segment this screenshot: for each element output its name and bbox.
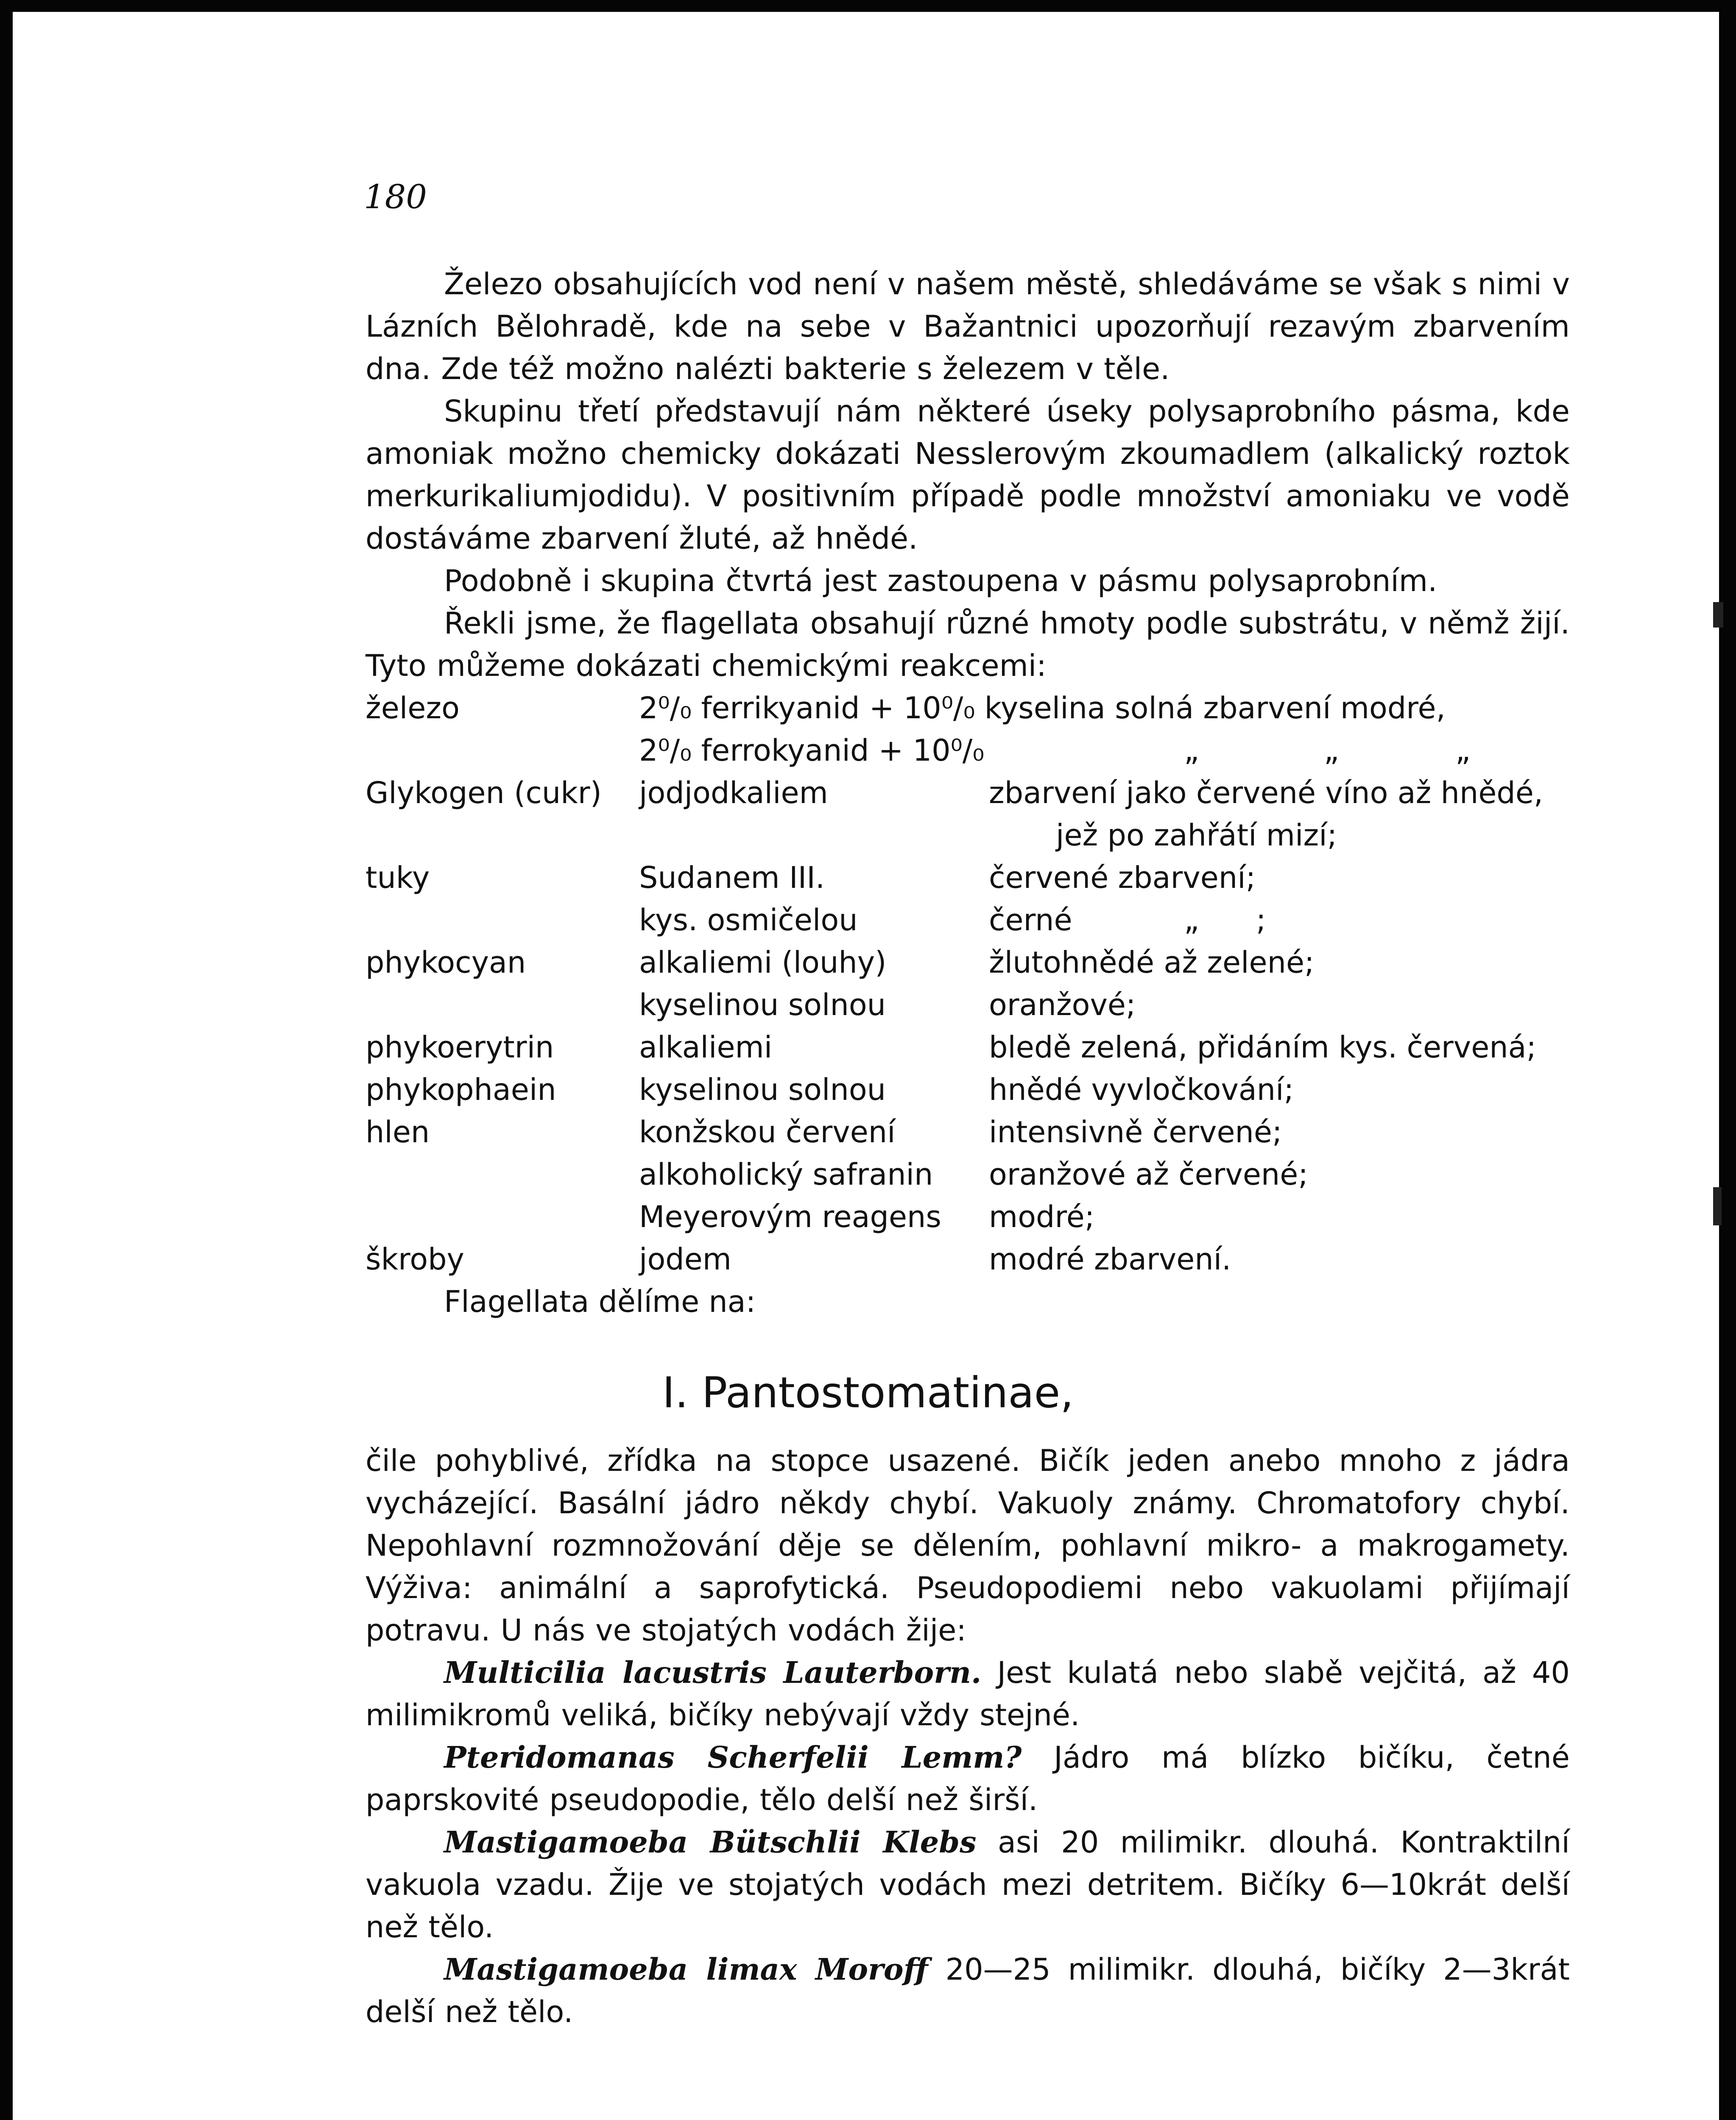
reaction-row-phykocyan [366, 941, 1570, 984]
reaction-row-zelezo-2 [366, 729, 1570, 772]
reaction-row-tuky-2 [366, 899, 1570, 941]
binding-mark [1713, 602, 1723, 628]
reaction-row-glykogen [366, 772, 1570, 814]
reagent-label: 2⁰/₀ ferrokyanid + 10⁰/₀ [639, 733, 985, 768]
species-entry [366, 1736, 1570, 1821]
binding-mark [1713, 1187, 1722, 1225]
reagent-label: jodjodkaliem [639, 775, 828, 810]
substance-label: phykocyan [366, 945, 526, 980]
ditto-mark: „ [1455, 733, 1471, 768]
species-entry [366, 1821, 1570, 1948]
reagent-label: Sudanem III. [639, 860, 825, 895]
reaction-row-glykogen-cont [366, 814, 1570, 856]
paragraph-chemical-reactions: Řekli jsme, že flagellata obsahují různé hmoty podle substrátu, v němž žijí. Tyto můžeme dokázati chemickými reakcemi: [366, 606, 1570, 683]
reagent-label: alkaliemi (louhy) [639, 945, 887, 980]
page-number: 180 [364, 178, 427, 216]
paragraph-group-four: Podobně i skupina čtvrtá jest zastoupena v pásmu polysaprobním. [444, 563, 1437, 598]
result-text: oranžové až červené; [989, 1157, 1308, 1192]
result-text: modré; [989, 1199, 1095, 1234]
ditto-mark: „ [1184, 903, 1200, 937]
reagent-label: jodem [639, 1242, 731, 1277]
division-intro: Flagellata dělíme na: [444, 1284, 756, 1319]
ditto-mark: „ [1324, 733, 1340, 768]
reagent-label: Meyerovým reagens [639, 1199, 941, 1234]
result-text: žlutohnědé až zelené; [989, 945, 1315, 980]
result-text: hnědé vyvločkování; [989, 1072, 1294, 1107]
reaction-row-skroby [366, 1238, 1570, 1280]
substance-label: tuky [366, 860, 430, 895]
result-text: modré zbarvení. [989, 1242, 1231, 1277]
result-text: intensivně červené; [989, 1115, 1282, 1149]
result-text: jež po zahřátí mizí; [1056, 818, 1337, 853]
species-text: Jest kulatá nebo slabě vejčitá, až 40 milimikromů veliká, bičíky nebývají vždy stejné. [366, 1655, 1570, 1732]
species-text: Jádro má blízko bičíku, četné paprskovité pseudopodie, tělo delší než širší. [366, 1740, 1570, 1817]
reagent-label: kyselinou solnou [639, 987, 886, 1022]
substance-label: Glykogen (cukr) [366, 775, 602, 810]
species-name: Pteridomanas Scherfelii Lemm? [444, 1740, 1022, 1775]
substance-label: železo [366, 691, 460, 725]
reaction-row-phykocyan-2 [366, 984, 1570, 1026]
reaction-row-tuky [366, 856, 1570, 899]
reagent-label: kyselinou solnou [639, 1072, 886, 1107]
species-name: Mastigamoeba limax Moroff [444, 1952, 928, 1987]
substance-label: hlen [366, 1115, 430, 1149]
result-text: ; [1256, 903, 1266, 937]
result-text: oranžové; [989, 987, 1136, 1022]
species-name: Mastigamoeba Bütschlii Klebs [444, 1824, 977, 1860]
reagent-label: kys. osmičelou [639, 903, 858, 937]
paragraph-group-three: Skupinu třetí představují nám některé úseky polysaprobního pásma, kde amoniak možno chemicky dokázati Nesslerovým zkoumadlem (alkalický roztok merkurikaliumjodidu). V positivním případě podle množství amoniaku ve vodě dostáváme zbarvení žluté, až hnědé. [366, 394, 1570, 556]
division-intro-row [366, 1280, 1570, 1323]
species-entry [366, 1948, 1570, 2033]
result-text: červené zbarvení; [989, 860, 1256, 895]
result-text: zbarvení jako červené víno až hnědé, [989, 775, 1543, 810]
reaction-row-hlen-2 [366, 1153, 1570, 1196]
species-text: 20—25 milimikr. dlouhá, bičíky 2—3krát delší než tělo. [366, 1952, 1570, 2029]
result-text: černé [989, 903, 1072, 937]
substance-label: phykophaein [366, 1072, 556, 1107]
reagent-label: alkoholický safranin [639, 1157, 933, 1192]
ditto-mark: „ [1184, 733, 1200, 768]
paragraph-iron-waters: Železo obsahujících vod není v našem městě, shledáváme se však s nimi v Lázních Bělohradě, kde na sebe v Bažantnici upozorňují rezavým zbarvením dna. Zde též možno nalézti bakterie s železem v těle. [366, 267, 1570, 386]
result-text: bledě zelená, přidáním kys. červená; [989, 1030, 1537, 1065]
reaction-row-zelezo [366, 687, 1570, 729]
species-entry [366, 1651, 1570, 1736]
substance-label: škroby [366, 1242, 464, 1277]
reagent-label: konžskou červení [639, 1115, 896, 1149]
section-heading: I. Pantostomatinae, [662, 1368, 1074, 1417]
reaction-text: 2⁰/₀ ferrikyanid + 10⁰/₀ kyselina solná zbarvení modré, [639, 691, 1446, 725]
reaction-row-phykophaein [366, 1068, 1570, 1111]
reagent-label: alkaliemi [639, 1030, 773, 1065]
reaction-row-hlen [366, 1111, 1570, 1153]
reaction-row-phykoerytrin [366, 1026, 1570, 1068]
substance-label: phykoerytrin [366, 1030, 554, 1065]
species-text: asi 20 milimikr. dlouhá. Kontraktilní vakuola vzadu. Žije ve stojatých vodách mezi detritem. Bičíky 6—10krát delší než tělo. [366, 1825, 1570, 1944]
reaction-row-hlen-3 [366, 1196, 1570, 1238]
species-name: Multicilia lacustris Lauterborn. [444, 1655, 982, 1690]
section-description: čile pohyblivé, zřídka na stopce usazené. Bičík jeden anebo mnoho z jádra vycházející. Basální jádro někdy chybí. Vakuoly známy. Chromatofory chybí. Nepohlavní rozmnožování děje se dělením, pohlavní mikro- a makrogamety. Výživa: animální a saprofytická. Pseudopodiemi nebo vakuolami přijímají potravu. U nás ve stojatých vodách žije: [366, 1443, 1570, 1648]
